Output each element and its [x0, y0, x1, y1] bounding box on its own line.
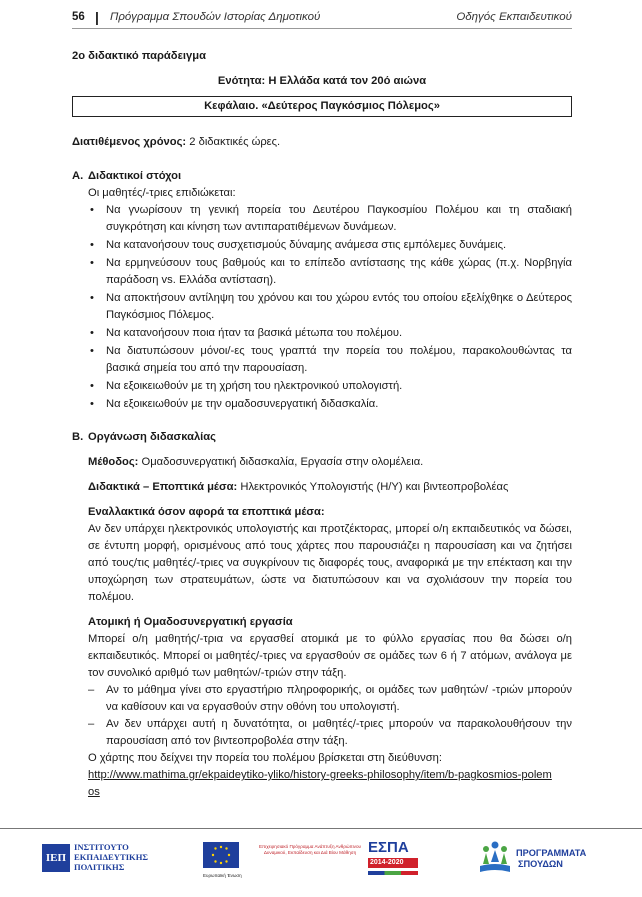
map-link-wrap: [88, 767, 558, 801]
iep-mark: ΙΕΠ: [42, 844, 70, 872]
section-a: [72, 168, 572, 414]
section-b-heading: [72, 429, 572, 446]
programs-name: [516, 848, 586, 870]
goal-item: • Να γνωρίσουν τη γενική πορεία του Δευτέρου Παγκοσμίου Πολέμου και τη σταδιακή συγκρότηση και κίνηση των αντιπαρατιθέμενων δυνάμεων.: [88, 202, 572, 236]
programs-line: ΣΠΟΥΔΩΝ: [518, 859, 563, 869]
section-b-letter: Β.: [72, 431, 84, 443]
iep-name: [74, 842, 148, 872]
eu-label: Ευρωπαϊκή Ένωση: [203, 873, 242, 878]
iep-line: ΙΝΣΤΙΤΟΥΤΟ: [74, 842, 129, 852]
work-title: Ατομική ή Ομαδοσυνεργατική εργασία: [88, 616, 293, 628]
goals-list: [88, 202, 572, 413]
section-b-title: Οργάνωση διδασκαλίας: [88, 431, 216, 443]
media: [88, 479, 572, 496]
unit-title: Ενότητα: Η Ελλάδα κατά τον 20ό αιώνα: [217, 75, 427, 87]
footer-divider: [0, 828, 642, 829]
eu-logo: [203, 842, 245, 878]
section-a-intro: Οι μαθητές/-τριες επιδιώκεται:: [88, 187, 236, 199]
media-label: Διδακτικά – Εποπτικά μέσα:: [88, 481, 238, 493]
header-title: Πρόγραμμα Σπουδών Ιστορίας Δημοτικού: [110, 11, 321, 23]
programs-line: ΠΡΟΓΡΑΜΜΑΤΑ: [516, 848, 587, 858]
section-b: [72, 429, 572, 801]
espa-logo: [368, 840, 418, 880]
goal-item: • Να κατανοήσουν τους συσχετισμούς δύναμης ανάμεσα στις εμπόλεμες δυνάμεις.: [88, 237, 572, 254]
media-value: Ηλεκτρονικός Υπολογιστής (Η/Υ) και βιντεοπροβολέας: [237, 481, 509, 493]
map-link[interactable]: http://www.mathima.gr/ekpaideytiko-yliko/history-greeks-philosophy/item/b-pagkosmios-polemos: [88, 769, 552, 798]
iep-line: ΠΟΛΙΤΙΚΗΣ: [74, 862, 125, 872]
page-header: [72, 8, 572, 29]
alt-title: Εναλλακτικά όσον αφορά τα εποπτικά μέσα:: [88, 506, 325, 518]
espa-title: ΕΣΠΑ: [368, 839, 409, 856]
espa-stripe: [368, 871, 418, 875]
espa-years: 2014-2020: [368, 858, 418, 868]
duration: [72, 134, 280, 151]
map-text: Ο χάρτης που δείχνει την πορεία του πολέμου βρίσκεται στη διεύθυνση:: [88, 752, 442, 764]
section-a-body: [72, 185, 572, 413]
method: [88, 454, 572, 471]
goal-item: • Να εξοικειωθούν με τη χρήση του ηλεκτρονικού υπολογιστή.: [88, 378, 572, 395]
alt-text: Αν δεν υπάρχει ηλεκτρονικός υπολογιστής και προτζέκτορας, μπορεί ο/η εκπαιδευτικός να δώσει, σε έντυπη μορφή, ορισμένους από τους χάρτες που παρουσιάζει η παρουσίαση και να ζητήσει από τους/τις μαθητές/-τριες να συγκρίνουν τις διαφορές τους, αναφορικά με την επέκταση και την υποχώρηση των στρατευμάτων, ώστε να διατυπώσουν και να σχολιάσουν την πορεία του πολέμου.: [88, 523, 572, 603]
people-book-icon: [478, 840, 512, 876]
op-text: Επιχειρησιακό Πρόγραμμα Ανάπτυξη Ανθρώπινου Δυναμικού, Εκπαίδευση και Διά Βίου Μάθηση: [258, 844, 362, 855]
method-value: Ομαδοσυνεργατική διδασκαλία, Εργασία στην ολομέλεια.: [138, 456, 424, 468]
page-number: 56: [72, 11, 85, 23]
header-right: Οδηγός Εκπαιδευτικού: [456, 11, 572, 23]
programs-logo: [478, 838, 608, 878]
goal-item: • Να αποκτήσουν αντίληψη του χρόνου και του χώρου εντός του οποίου εξελίχθηκε ο Δεύτερος Παγκόσμιος Πόλεμος.: [88, 290, 572, 324]
work-text: Μπορεί ο/η μαθητής/-τρια να εργασθεί ατομικά με το φύλλο εργασίας που θα δώσει ο/η εκπαιδευτικός. Μπορεί οι μαθητές/-τριες να εργασθούν σε ομάδες των 6 ή 7 ατόμων, ανάλογα με τον συνολικό αριθμό των μαθητών/-τριών στην τάξη.: [88, 633, 572, 679]
header-separator: |: [95, 9, 99, 25]
duration-value: 2 διδακτικές ώρες.: [186, 136, 281, 148]
method-label: Μέθοδος:: [88, 456, 139, 468]
goal-item: • Να ερμηνεύσουν τους βαθμούς και το επίπεδο αντίστασης της κάθε χώρας (π.χ. Νορβηγία παράδοση vs. Ελλάδα αντίσταση).: [88, 255, 572, 289]
section-a-heading: [72, 168, 572, 185]
example-label: 2ο διδακτικό παράδειγμα: [72, 50, 206, 62]
duration-label: Διατιθέμενος χρόνος:: [72, 136, 187, 148]
dash-item: – Αν δεν υπάρχει αυτή η δυνατότητα, οι μαθητές/-τριες μπορούν να παρακολουθήσουν την παρουσίαση από τον βιντεοπροβολέα στην τάξη.: [88, 716, 572, 750]
iep-line: ΕΚΠΑΙΔΕΥΤΙΚΗΣ: [74, 852, 149, 862]
section-a-letter: Α.: [72, 170, 84, 182]
eu-flag-icon: [203, 842, 239, 868]
goal-item: • Να διατυπώσουν μόνοι/-ες τους γραπτά την πορεία του πολέμου, παρακολουθώντας τα βασικά σημεία του από την παρουσίαση.: [88, 343, 572, 377]
section-b-body: [72, 454, 572, 801]
section-a-title: Διδακτικοί στόχοι: [88, 170, 182, 182]
chapter-title: Κεφάλαιο. «Δεύτερος Παγκόσμιος Πόλεμος»: [72, 96, 572, 117]
goal-item: • Να κατανοήσουν ποια ήταν τα βασικά μέτωπα του πολέμου.: [88, 325, 572, 342]
dash-list: [88, 682, 572, 750]
iep-logo: [42, 842, 162, 876]
goal-item: • Να εξοικειωθούν με την ομαδοσυνεργατική διδασκαλία.: [88, 396, 572, 413]
dash-item: – Αν το μάθημα γίνει στο εργαστήριο πληροφορικής, οι ομάδες των μαθητών/ -τριών μπορούν να καθίσουν και να εργασθούν στην οθόνη του υπολογιστή.: [88, 682, 572, 716]
